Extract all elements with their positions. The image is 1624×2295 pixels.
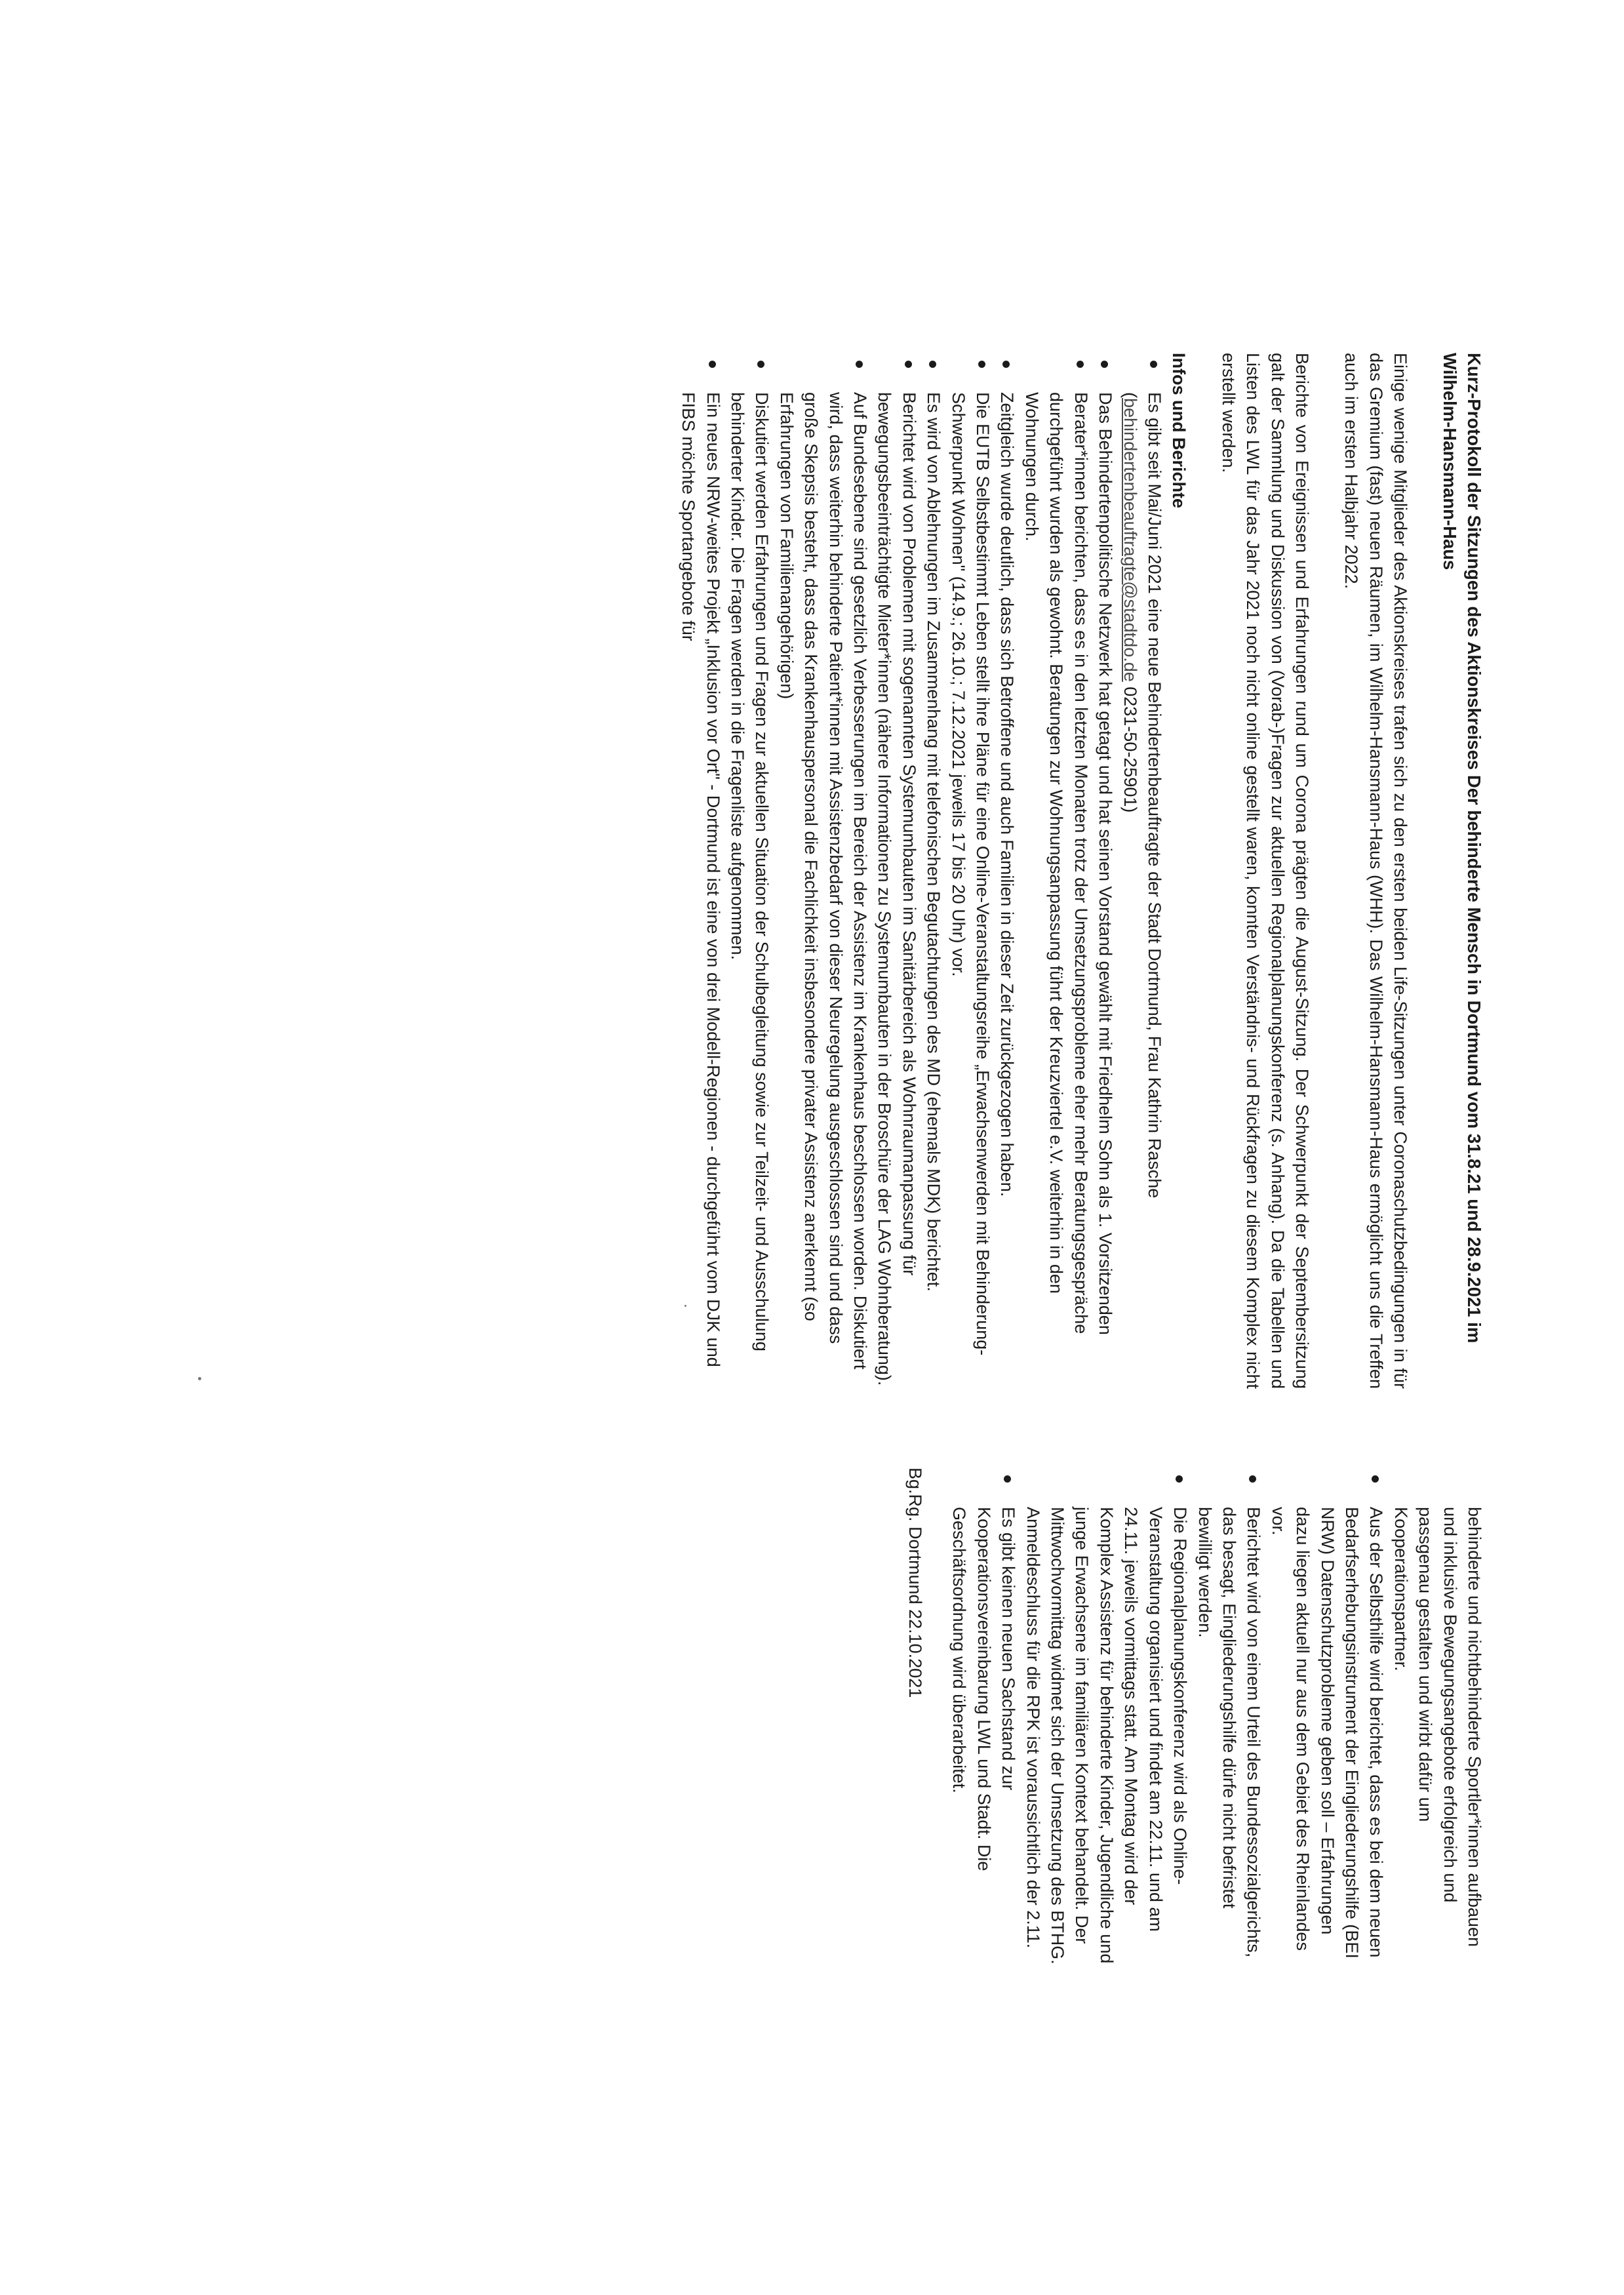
bullet-icon xyxy=(1004,1475,1011,1483)
section-heading: Infos und Berichte xyxy=(1169,353,1189,509)
list-item: Zeitgleich wurde deutlich, dass sich Betroffene und auch Familien in dieser Zeit zurückgezogen haben. xyxy=(995,353,1019,1389)
bullet-icon xyxy=(856,361,863,368)
list-item-continuation: behinderte und nichtbehinderte Sportler*innen aufbauen und inklusive Bewegungsangebote erfolgreich und passgenau gestalten und wirbt dafür um Kooperationspartner. xyxy=(1391,1507,1484,1947)
list-item: Berichtet wird von Problemen mit sogenannten Systemumbauten im Sanitärbereich als Wohnraumanpassung für bewegungsbeeinträchtigte Mieter*innen (nähere Informationen zu Systemumbauten in der Broschüre der LAG Wohnberatung). xyxy=(872,353,921,1389)
list-item: Diskutiert werden Erfahrungen und Fragen zur aktuellen Situation der Schulbegleitung sowie zur Teilzeit- und Ausschulung behinderter Kinder. Die Fragen werden in die Fragenliste aufgenommen. xyxy=(725,353,774,1389)
list-item: Es gibt seit Mai/Juni 2021 eine neue Behindertenbeauftragte der Stadt Dortmund, Frau Kathrin Rasche (behindertenbeauftragte@stadtdo.de 0231-50-25901) xyxy=(1117,353,1166,1389)
bullet-icon xyxy=(1372,1475,1379,1483)
left-column xyxy=(676,353,1486,1389)
bullet-icon xyxy=(905,361,912,368)
list-item: Die EUTB Selbstbestimmt Leben stellt ihre Pläne für eine Online-Veranstaltungsreihe „Erwachsenwerden mit Behinderung- Schwerpunkt Wohnen" (14.9.; 26.10.; 7.12.2021 jeweils 17 bis 20 Uhr) vor. xyxy=(945,353,995,1389)
bullet-icon xyxy=(709,361,716,368)
intro-paragraph-1: Einige wenige Mitglieder des Aktionskreises trafen sich zu den ersten beiden Life-Sitzungen unter Coronaschutzbedingungen in für das Gremium (fast) neuen Räumen, im Wilhelm-Hansmann-Haus (WHH). Das Wilhelm-Hansmann-Haus ermöglicht uns die Treffen auch im ersten Halbjahr 2022. xyxy=(1341,353,1411,1389)
email-link[interactable]: behindertenbeauftragte@stadtdo.de xyxy=(1120,398,1140,682)
document-title: Kurz-Protokoll der Sitzungen des Aktionskreises Der behinderte Mensch in Dortmund vom 31.8.21 und 28.9.2021 im Wilhelm-Hansmann-Haus xyxy=(1439,353,1484,1344)
list-item: Das Behindertenpolitische Netzwerk hat getagt und hat seinen Vorstand gewählt mit Friedhelm Sohn als 1. Vorsitzenden xyxy=(1093,353,1117,1389)
list-item: Auf Bundesebene sind gesetzlich Verbesserungen im Bereich der Assistenz im Krankenhaus beschlossen worden. Diskutiert wird, dass weiterhin behinderte Patient*innen mit Assistenzbedarf von dieser Neuregelung ausgeschlossen sind und dass große Skepsis besteht, dass das Krankenhauspersonal die Fachlichkeit insbesondere privater Assistenz anerkennt (so Erfahrungen von Familienangehörigen) xyxy=(774,353,872,1389)
bullet-icon xyxy=(757,361,764,368)
signature: Bg.Rg. Dortmund 22.10.2021 xyxy=(905,1467,926,1698)
bullet-icon xyxy=(1101,361,1108,368)
info-list xyxy=(676,353,1166,1389)
list-item: Berichtet wird von einem Urteil des Bundessozialgerichts, das besagt, Eingliederungshilfe dürfe nicht befristet bewilligt werden. xyxy=(1192,1467,1265,1966)
info-list-continued xyxy=(947,1467,1486,1966)
bullet-icon xyxy=(1003,361,1010,368)
list-item: Ein neues NRW-weites Projekt „Inklusion vor Ort" - Dortmund ist eine von drei Modell-Regionen - durchgeführt vom DJK und FIBS möchte Sportangebote für xyxy=(676,353,725,1389)
list-item: Berater*innen berichten, dass es in den letzten Monaten trotz der Umsetzungsprobleme eher mehr Beratungsgespräche durchgeführt wurden als gewohnt. Beratungen zur Wohnungsanpassung führt der Kreuzviertel e.V. weiterhin in den Wohnungen durch. xyxy=(1020,353,1093,1389)
bullet-icon xyxy=(1249,1475,1256,1483)
list-item: Es wird von Ablehnungen im Zusammenhang mit telefonischen Begutachtungen des MD (ehemals MDK) berichtet. xyxy=(921,353,945,1389)
bullet-icon xyxy=(978,361,985,368)
bullet-icon xyxy=(929,361,936,368)
bullet-icon xyxy=(1077,361,1084,368)
list-item: Aus der Selbsthilfe wird berichtet, dass es bei dem neuen Bedarfserhebungsinstrument der Eingliederungshilfe (BEI NRW) Datenschutzprobleme geben soll – Erfahrungen dazu liegen aktuell nur aus dem Gebiet des Rheinlandes vor. xyxy=(1265,1467,1388,1966)
intro-paragraph-2: Berichte von Ereignissen und Erfahrungen rund um Corona prägten die August-Sitzung. Der Schwerpunkt der Septembersitzung galt der Sammlung und Diskussion von (Vorab-)Fragen zur aktuellen Regionalplanungskonferenz (s. Anhang). Da die Tabellen und Listen des LWL für das Jahr 2021 noch nicht online gestellt waren, konnten Verständnis- und Rückfragen zu diesem Komplex nicht erstellt werden. xyxy=(1218,353,1312,1389)
bullet-icon xyxy=(1176,1475,1183,1483)
bullet-icon xyxy=(1150,361,1157,368)
right-column xyxy=(903,1467,1486,1966)
scan-speck xyxy=(684,1305,686,1307)
list-item: Es gibt keinen neuen Sachstand zur Kooperationsvereinbarung LWL und Stadt. Die Geschäftsordnung wird überarbeitet. xyxy=(947,1467,1020,1966)
scan-speck xyxy=(198,1377,201,1380)
list-item: Die Regionalplanungskonferenz wird als Online-Veranstaltung organisiert und findet am 22.11. und am 24.11. jeweils vormittags statt. Am Montag wird der Komplex Assistenz für behinderte Kinder, Jugendliche und junge Erwachsene im familiären Kontext behandelt. Der Mittwochvormittag widmet sich der Umsetzung des BTHG. Anmeldeschluss für die RPK ist voraussichtlich der 2.11. xyxy=(1020,1467,1192,1966)
